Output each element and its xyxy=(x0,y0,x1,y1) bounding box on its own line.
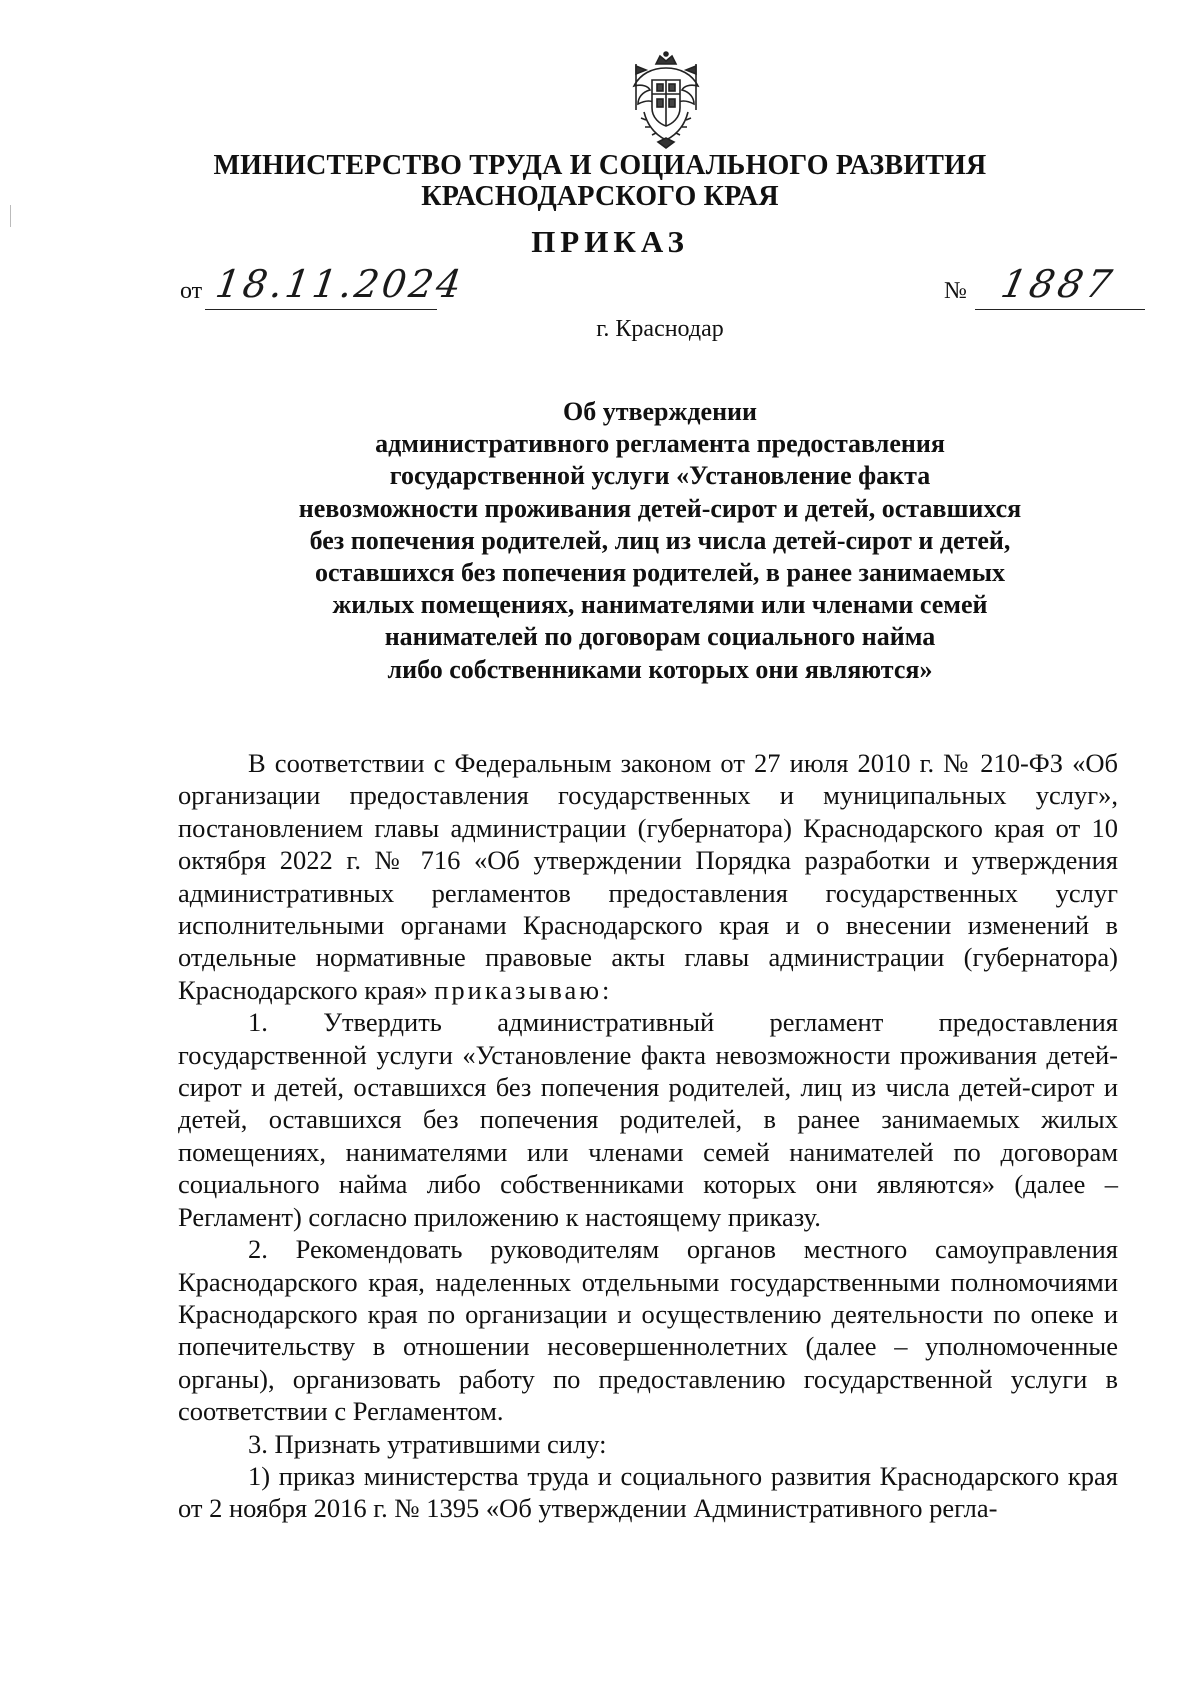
order-word: приказываю: xyxy=(434,974,613,1005)
preamble-text: В соответствии с Федеральным законом от 27 июля 2010 г. № 210-ФЗ «Об организации предоставления государственных и муниципальных услуг», постановлением главы администрации (губернатора) Краснодарского края от 10 октября 2022 г. № 716 «Об утверждении Порядка разработки и утверждения административных регламентов предоставления государственных услуг исполнительными органами Краснодарского края и о внесении изменений в отдельные нормативные правовые акты главы администрации (губернатора) Краснодарского края» xyxy=(178,748,1118,1005)
ministry-name-line2: КРАСНОДАРСКОГО КРАЯ xyxy=(421,181,779,212)
number-underline xyxy=(975,309,1145,310)
order-subject xyxy=(0,396,1200,686)
item-2-paragraph: 2. Рекомендовать руководителям органов местного самоуправления Краснодарского края, наделенных отдельными государственными полномочиями Краснодарского края по организации и осуществлению деятельности по опеке и попечительству в отношении несовершеннолетних (далее – уполномоченные органы), организовать работу по предоставлению государственной услуги в соответствии с Регламентом. xyxy=(178,1234,1118,1427)
subject-line: невозможности проживания детей-сирот и детей, оставшихся xyxy=(298,493,1022,523)
city-name: г. Краснодар xyxy=(596,316,724,342)
subject-line: оставшихся без попечения родителей, в ранее занимаемых xyxy=(314,558,1005,588)
subject-line: государственной услуги «Установление факта xyxy=(389,461,931,491)
preamble-paragraph xyxy=(178,747,1118,1006)
date-label: от xyxy=(180,278,203,304)
document-type-title: ПРИКАЗ xyxy=(531,224,689,259)
ministry-name-line1: МИНИСТЕРСТВО ТРУДА И СОЦИАЛЬНОГО РАЗВИТИЯ xyxy=(213,150,987,181)
coat-of-arms-icon xyxy=(622,50,710,150)
item-1-paragraph: 1. Утвердить административный регламент предоставления государственной услуги «Установление факта невозможности проживания детей-сирот и детей, оставшихся без попечения родителей, лиц из числа детей-сирот и детей, оставшихся без попечения родителей, в ранее занимаемых жилых помещениях, нанимателями или членами семей нанимателей по договорам социального найма либо собственниками которых они являются» (далее – Регламент) согласно приложению к настоящему приказу. xyxy=(178,1007,1118,1232)
subject-line: жилых помещениях, нанимателями или членами семей xyxy=(332,590,988,620)
subject-line: административного регламента предоставления xyxy=(375,429,945,459)
subject-line: либо собственниками которых они являются» xyxy=(387,654,933,684)
handwritten-date: 18.11.2024 xyxy=(212,262,467,306)
subject-line: Об утверждении xyxy=(562,397,758,426)
order-body xyxy=(178,747,1118,1525)
item-3-1-paragraph: 1) приказ министерства труда и социального развития Краснодарского края от 2 ноября 2016 г. № 1395 «Об утверждении Административного регла- xyxy=(178,1460,1118,1524)
item-3-paragraph: 3. Признать утратившими силу: xyxy=(248,1428,607,1459)
subject-line: без попечения родителей, лиц из числа детей-сирот и детей, xyxy=(309,525,1011,555)
number-label: № xyxy=(944,278,967,304)
subject-line: нанимателей по договорам социального найма xyxy=(384,622,936,652)
date-underline xyxy=(205,309,437,310)
handwritten-number: 1887 xyxy=(997,262,1120,306)
